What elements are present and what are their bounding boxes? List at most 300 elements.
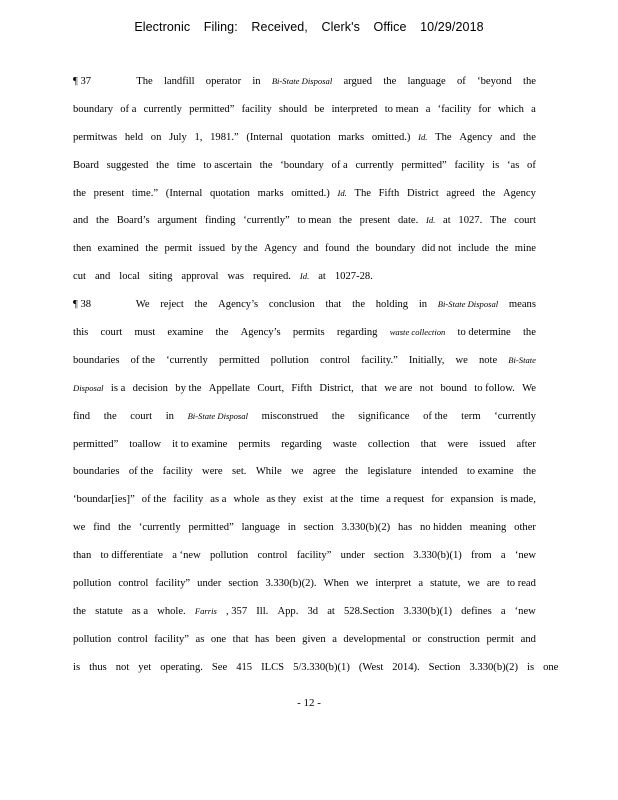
word: has [397, 522, 413, 534]
word: time [360, 494, 380, 506]
word: been [275, 633, 296, 645]
word: cut [73, 271, 86, 283]
word: section [228, 578, 259, 590]
word: the [356, 243, 370, 255]
word: 2014). [392, 661, 420, 673]
word: facility” [155, 578, 191, 590]
word: and [94, 271, 111, 283]
word: whole. [157, 605, 186, 617]
word: holding [375, 299, 409, 311]
word: language [407, 76, 446, 87]
word: are [486, 578, 500, 590]
word: developmental [343, 633, 406, 645]
word: were [447, 438, 469, 450]
word: July [169, 131, 187, 143]
word: Initially, [408, 354, 445, 366]
word: in [252, 76, 261, 87]
word: language [241, 522, 280, 534]
word: ‘facility [437, 103, 472, 115]
word: to follow. [474, 382, 515, 394]
word: We [522, 382, 536, 394]
word: and [73, 215, 89, 227]
word: to read [506, 578, 536, 590]
word: finding [204, 215, 236, 227]
word: exist [303, 494, 324, 506]
word: we [455, 354, 468, 366]
word: of the [423, 410, 448, 422]
word: misconstrued [261, 410, 319, 422]
word: quotation [290, 131, 331, 143]
word: time.” [131, 187, 159, 199]
word: 3.330(b)(1) [403, 605, 452, 617]
word: conclusion [268, 299, 315, 311]
word: a [425, 103, 431, 115]
word: present [93, 187, 125, 199]
word: ‘currently” [243, 215, 290, 227]
word: is [527, 661, 535, 673]
citation-italic: waste collection [389, 327, 446, 338]
word: The [354, 187, 371, 199]
word: not [419, 382, 434, 394]
word: at the [330, 494, 354, 506]
word: find [73, 410, 91, 422]
word: date. [397, 215, 419, 227]
word: to mean [297, 215, 332, 227]
word: the [156, 159, 170, 171]
word: Agency’s [240, 327, 281, 339]
word: ‘new [514, 605, 536, 617]
word: permits [238, 438, 271, 450]
word: as a [131, 605, 149, 617]
word: in [418, 299, 428, 311]
word: argument [157, 215, 198, 227]
word: 1027. [458, 215, 483, 227]
word: the [145, 243, 159, 255]
text-line [73, 152, 536, 180]
word: we [355, 578, 369, 590]
citation-italic: Disposal [73, 382, 104, 393]
word: a [500, 605, 506, 617]
text-line [73, 319, 536, 347]
word: of the [128, 466, 154, 478]
word: expansion [450, 494, 494, 506]
word: the [383, 76, 397, 87]
word: we are [384, 382, 413, 394]
word: regarding [281, 438, 322, 450]
word: 3d [307, 605, 319, 617]
word: of the [130, 354, 155, 366]
word: a [332, 633, 337, 645]
word: the [259, 159, 273, 171]
word: currently [143, 103, 182, 115]
word: is [73, 661, 81, 673]
word: pollution [73, 578, 112, 590]
page-number: - 12 - [297, 697, 321, 709]
word: ILCS [261, 661, 285, 673]
word: App. [277, 605, 299, 617]
word: to mean [384, 103, 419, 115]
word: is made, [500, 494, 536, 506]
text-line [73, 207, 536, 235]
word: When [323, 578, 349, 590]
word: regarding [336, 327, 378, 339]
word: one [210, 633, 227, 645]
word: interpreted [331, 103, 378, 115]
word: See [211, 661, 228, 673]
citation-italic: Id. [426, 215, 436, 226]
word: not [115, 661, 130, 673]
word: we [467, 578, 480, 590]
word: ‘currently [138, 522, 181, 534]
word: a [418, 578, 424, 590]
word: that [232, 633, 249, 645]
word: to ascertain [203, 159, 252, 171]
word: permitted [218, 354, 260, 366]
word: held [124, 131, 144, 143]
word: agree [312, 466, 336, 478]
word: of [527, 159, 536, 171]
word: the [96, 215, 109, 227]
word: at [327, 605, 335, 617]
citation-italic: Id. [299, 271, 310, 282]
word: the [522, 466, 536, 478]
word: the [194, 299, 208, 311]
word: to differentiate [100, 550, 163, 562]
word: term [461, 410, 481, 422]
word: and [520, 633, 536, 645]
word: on [150, 131, 162, 143]
word: should [278, 103, 308, 115]
word: Board’s [116, 215, 150, 227]
word: court [514, 215, 536, 227]
word: a request [386, 494, 425, 506]
word: issued [479, 438, 506, 450]
citation-italic: Bi-State Disposal [187, 410, 248, 421]
word: than [73, 550, 92, 562]
word: is a [110, 382, 126, 394]
word: boundary [375, 243, 416, 255]
word: examine [167, 327, 204, 339]
word: siting [148, 271, 173, 283]
word: waste [332, 438, 357, 450]
text-line [73, 431, 536, 459]
word: we [73, 522, 86, 534]
word: quotation [209, 187, 250, 199]
word: While [255, 466, 282, 478]
word: We [135, 299, 150, 311]
word: it to examine [172, 438, 228, 450]
word: (Internal [165, 187, 203, 199]
word: this [73, 327, 89, 339]
word: required. [252, 271, 291, 283]
word: significance [358, 410, 410, 422]
word: statute, [430, 578, 461, 590]
word: operator [205, 76, 242, 87]
word: currently [355, 159, 394, 171]
word: argued [343, 76, 373, 87]
word: pollution [73, 633, 112, 645]
word: District, [319, 382, 354, 394]
word: the [331, 410, 345, 422]
word: be [314, 103, 325, 115]
word: Board [73, 159, 99, 171]
word: ‘boundary [280, 159, 324, 171]
citation-italic: Id. [337, 187, 347, 198]
word: landfill [163, 76, 195, 87]
word: control [117, 633, 148, 645]
word: under [197, 578, 222, 590]
word: for [478, 103, 491, 115]
text-line [73, 347, 536, 375]
word: pollution [209, 550, 249, 562]
word: boundaries [73, 466, 120, 478]
word: of a [120, 103, 137, 115]
word: ‘currently [166, 354, 208, 366]
word: permitted” [401, 159, 447, 171]
word: find [93, 522, 111, 534]
word: boundaries [73, 354, 120, 366]
word: Ill. [256, 605, 269, 617]
text-line [73, 542, 536, 570]
word: at [318, 271, 326, 283]
word: to examine [466, 466, 514, 478]
word: facility [162, 466, 193, 478]
word: set. [232, 466, 247, 478]
word: of [457, 76, 466, 87]
word: Agency’s [218, 299, 259, 311]
citation-italic: Farris [194, 605, 217, 616]
word: a [531, 103, 536, 115]
word: the [482, 187, 496, 199]
citation-italic: Bi-State Disposal [271, 76, 333, 86]
word: given [302, 633, 326, 645]
word: one [543, 661, 559, 673]
word: pollution [270, 354, 309, 366]
paragraph-number: ¶ 37 [73, 76, 92, 87]
word: decision [132, 382, 168, 394]
word: permitwas [73, 131, 118, 143]
word: The [489, 215, 507, 227]
word: legislature [367, 466, 412, 478]
word: permitted” [189, 103, 235, 115]
text-line [73, 180, 536, 208]
word: 1027-28. [334, 271, 373, 283]
word: or [412, 633, 422, 645]
word: by the [231, 243, 258, 255]
word: in [165, 410, 174, 422]
word: present [359, 215, 391, 227]
word: ‘as [506, 159, 520, 171]
word: the [522, 131, 536, 143]
word: boundary [73, 103, 114, 115]
word: a ‘new [172, 550, 201, 562]
word: statute [95, 605, 123, 617]
text-line [73, 263, 536, 291]
word: local [119, 271, 140, 283]
text-line [73, 68, 536, 96]
word: whole [233, 494, 260, 506]
word: as they [266, 494, 297, 506]
word: permitted” [188, 522, 234, 534]
word: a [500, 550, 506, 562]
word: means [508, 299, 536, 311]
word: 3.330(b)(2) [341, 522, 391, 534]
word: toallow [129, 438, 162, 450]
word: of the [141, 494, 167, 506]
word: agreed [446, 187, 475, 199]
word: then [73, 243, 92, 255]
word: Fifth [291, 382, 313, 394]
word: control [320, 354, 351, 366]
word: permitted” [73, 438, 119, 450]
word: is [492, 159, 500, 171]
citation-italic: Bi-State [508, 354, 536, 365]
word: the [522, 327, 536, 339]
word: time [176, 159, 196, 171]
word: interpret [375, 578, 412, 590]
word: ‘beyond [477, 76, 512, 87]
word: the [103, 410, 117, 422]
text-line [73, 598, 536, 626]
word: ‘new [514, 550, 536, 562]
word: facility [173, 494, 204, 506]
word: did not [421, 243, 452, 255]
word: the [495, 243, 509, 255]
word: 5/3.330(b)(1) [293, 661, 350, 673]
word: to determine [457, 327, 511, 339]
word: under [340, 550, 365, 562]
word: Court, [257, 382, 285, 394]
word: suggested [106, 159, 149, 171]
word: , 357 [225, 605, 248, 617]
word: construction [427, 633, 480, 645]
word: must [134, 327, 156, 339]
word: marks [257, 187, 284, 199]
text-line [73, 626, 536, 654]
word: 3.330(b)(1) [413, 550, 462, 562]
word: has [255, 633, 270, 645]
word: marks [338, 131, 365, 143]
word: permits [292, 327, 325, 339]
word: was [227, 271, 244, 283]
word: that [361, 382, 378, 394]
word: yet [138, 661, 152, 673]
word: the [118, 522, 132, 534]
text-line [73, 403, 536, 431]
document-body [73, 68, 559, 682]
word: the [215, 327, 229, 339]
word: facility.” [361, 354, 398, 366]
text-line [73, 486, 536, 514]
word: found [324, 243, 350, 255]
word: The [136, 76, 153, 87]
word: The [435, 131, 452, 143]
word: section [374, 550, 405, 562]
word: approval [181, 271, 219, 283]
word: no hidden [419, 522, 463, 534]
word: ‘boundar[ies]” [73, 494, 135, 506]
word: issued [198, 243, 226, 255]
word: District [406, 187, 439, 199]
word: 3.330(b)(2). [265, 578, 317, 590]
word: of a [331, 159, 348, 171]
word: and [303, 243, 319, 255]
word: thus [89, 661, 107, 673]
word: 1981.” [210, 131, 239, 143]
word: as a [210, 494, 227, 506]
word: omitted.) [291, 187, 330, 199]
word: facility” [154, 633, 189, 645]
citation-italic: Bi-State Disposal [437, 299, 499, 310]
word: Agency [263, 243, 297, 255]
word: the [73, 187, 86, 199]
word: mine [514, 243, 536, 255]
word: control [257, 550, 288, 562]
word: and [499, 131, 516, 143]
word: (Internal [246, 131, 283, 143]
text-line [73, 570, 536, 598]
word: operating. [160, 661, 203, 673]
word: Agency [459, 131, 493, 143]
word: Agency [502, 187, 536, 199]
word: 415 [236, 661, 253, 673]
word: Appellate [208, 382, 250, 394]
word: the [523, 76, 536, 87]
word: as [195, 633, 205, 645]
word: ‘currently [494, 410, 536, 422]
word: reject [160, 299, 184, 311]
text-line [73, 458, 536, 486]
word: the [345, 466, 359, 478]
word: court [130, 410, 153, 422]
paragraph-number: ¶ 38 [73, 299, 92, 311]
filing-header: Electronic Filing: Received, Clerk's Office 10/29/2018 [134, 20, 484, 34]
text-line [73, 291, 536, 319]
text-line [73, 375, 536, 403]
word: defines [461, 605, 492, 617]
word: we [291, 466, 304, 478]
word: 3.330(b)(2) [469, 661, 518, 673]
word: include [457, 243, 490, 255]
word: facility” [296, 550, 332, 562]
word: facility [454, 159, 485, 171]
text-line [73, 96, 536, 124]
word: note [478, 354, 498, 366]
word: 1, [194, 131, 203, 143]
word: that [325, 299, 342, 311]
word: court [100, 327, 123, 339]
text-line [73, 124, 536, 152]
word: which [498, 103, 524, 115]
word: permit [164, 243, 193, 255]
word: at [443, 215, 451, 227]
word: were [202, 466, 223, 478]
word: from [471, 550, 492, 562]
word: 528.Section [343, 605, 395, 617]
word: the [352, 299, 366, 311]
word: Fifth [378, 187, 400, 199]
word: omitted.) [371, 131, 411, 143]
word: in [287, 522, 296, 534]
word: bound [440, 382, 467, 394]
word: after [516, 438, 536, 450]
word: control [118, 578, 149, 590]
word: intended [420, 466, 458, 478]
word: facility [241, 103, 272, 115]
word: meaning [469, 522, 507, 534]
word: section [303, 522, 334, 534]
word: collection [367, 438, 410, 450]
